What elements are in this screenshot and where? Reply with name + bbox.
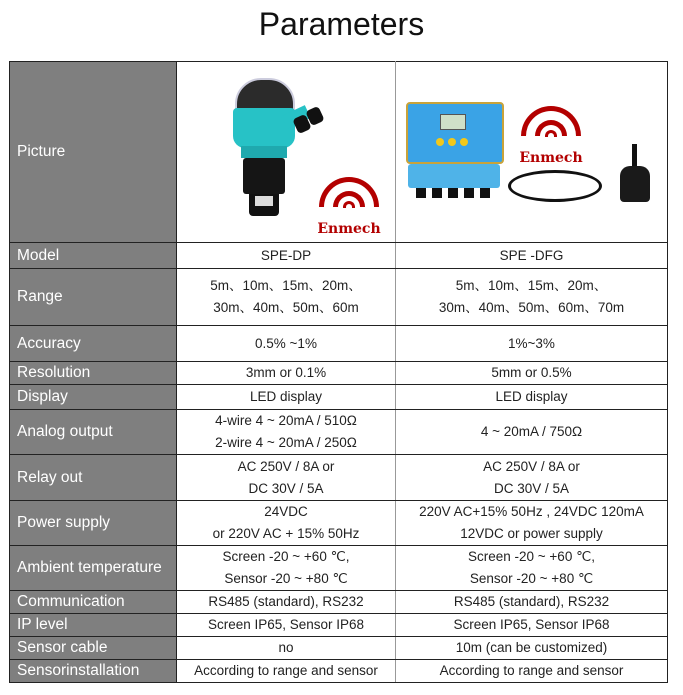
- value-line: Screen -20 ~ +60 ℃,: [222, 549, 350, 564]
- table-row-display: [10, 385, 668, 410]
- value-line: 3mm or 0.1%: [245, 365, 327, 380]
- value-line: AC 250V / 8A or: [483, 458, 580, 474]
- value-line: AC 250V / 8A or: [237, 458, 335, 474]
- value-line: DC 30V / 5A: [248, 480, 324, 496]
- value-line: SPE -DFG: [499, 247, 564, 263]
- value-line: 4 ~ 20mA / 750Ω: [480, 424, 583, 439]
- value-line: LED display: [249, 389, 323, 404]
- page-title: Parameters: [258, 6, 425, 42]
- value-line: 1%~3%: [508, 335, 555, 351]
- table-row-model: [10, 243, 668, 269]
- value-line: DC 30V / 5A: [493, 480, 570, 496]
- row-label: Relay out: [10, 455, 177, 501]
- brand-text: Enmech: [317, 221, 381, 237]
- value-line: LED display: [495, 389, 568, 404]
- value-spe-dp: [177, 501, 396, 546]
- value-spe-dp: [177, 637, 396, 660]
- value-line: 24VDC: [264, 504, 308, 519]
- value-spe-dp: [177, 614, 396, 637]
- value-line: Sensor -20 ~ +80 ℃: [224, 571, 348, 586]
- value-line: 10m (can be customized): [455, 640, 608, 655]
- value-line: RS485 (standard), RS232: [208, 594, 364, 609]
- picture-spe-dfg: [396, 62, 668, 243]
- value-spe-dp: [177, 269, 396, 326]
- value-spe-dfg: [396, 591, 668, 614]
- table-row-ip-level: [10, 614, 668, 637]
- brand-text: Enmech: [519, 150, 583, 166]
- row-label: Sensor cable: [10, 637, 177, 660]
- value-spe-dp: [177, 385, 396, 410]
- row-label: Ambient temperature: [10, 546, 177, 591]
- table-row-range: [10, 269, 668, 326]
- value-spe-dfg: [396, 546, 668, 591]
- value-spe-dfg: [396, 385, 668, 410]
- row-label: Accuracy: [10, 326, 177, 362]
- value-line: 30m、40m、50m、60m、70m: [438, 300, 625, 315]
- row-label: Communication: [10, 591, 177, 614]
- parameters-table: [9, 61, 668, 683]
- picture-spe-dp: [177, 62, 396, 243]
- value-line: 4-wire 4 ~ 20mA / 510Ω: [215, 413, 357, 428]
- table-row-relay-out: [10, 455, 668, 501]
- table-row-analog-output: [10, 410, 668, 455]
- table-row-communication: [10, 591, 668, 614]
- row-label: Picture: [10, 62, 177, 243]
- enmech-logo: [519, 106, 583, 166]
- table-row-power-supply: [10, 501, 668, 546]
- table-row-accuracy: [10, 326, 668, 362]
- value-line: 12VDC or power supply: [460, 526, 603, 541]
- probe-image: [620, 144, 650, 204]
- value-spe-dp: [177, 591, 396, 614]
- value-line: 5m、10m、15m、20m、: [210, 278, 362, 293]
- value-line: 5mm or 0.5%: [491, 365, 572, 380]
- value-line: Screen -20 ~ +60 ℃,: [468, 549, 595, 564]
- value-line: 220V AC+15% 50Hz , 24VDC 120mA: [419, 504, 644, 519]
- value-line: Screen IP65, Sensor IP68: [453, 617, 610, 632]
- value-spe-dfg: [396, 243, 668, 269]
- table-row-resolution: [10, 362, 668, 385]
- value-spe-dp: [177, 455, 396, 501]
- value-spe-dfg: [396, 269, 668, 326]
- value-spe-dp: [177, 660, 396, 683]
- value-line: or 220V AC + 15% 50Hz: [212, 526, 360, 541]
- value-line: 5m、10m、15m、20m、: [455, 278, 608, 293]
- table-row-sensor-cable: [10, 637, 668, 660]
- value-line: 0.5% ~1%: [255, 335, 317, 351]
- table-row-ambient-temperature: [10, 546, 668, 591]
- value-spe-dfg: [396, 410, 668, 455]
- value-spe-dfg: [396, 614, 668, 637]
- table-row-picture: [10, 62, 668, 243]
- cable-image: [508, 170, 602, 202]
- row-label: Display: [10, 385, 177, 410]
- value-line: RS485 (standard), RS232: [453, 594, 610, 609]
- value-line: no: [278, 640, 294, 655]
- value-spe-dfg: [396, 362, 668, 385]
- table-row-sensorinstallation: [10, 660, 668, 683]
- row-label: Resolution: [10, 362, 177, 385]
- value-spe-dp: [177, 546, 396, 591]
- value-line: According to range and sensor: [439, 663, 624, 678]
- value-line: Screen IP65, Sensor IP68: [207, 617, 365, 632]
- row-label: Model: [10, 243, 177, 269]
- row-label: Power supply: [10, 501, 177, 546]
- value-line: Sensor -20 ~ +80 ℃: [469, 571, 594, 586]
- value-line: SPE-DP: [260, 247, 312, 263]
- row-label: Sensorinstallation: [10, 660, 177, 683]
- row-label: Analog output: [10, 410, 177, 455]
- value-line: 2-wire 4 ~ 20mA / 250Ω: [215, 435, 357, 450]
- value-spe-dfg: [396, 455, 668, 501]
- row-label: IP level: [10, 614, 177, 637]
- enmech-logo: [317, 177, 381, 237]
- value-line: 30m、40m、50m、60m: [213, 300, 359, 315]
- controller-image: [406, 102, 502, 202]
- value-spe-dp: [177, 243, 396, 269]
- value-spe-dp: [177, 410, 396, 455]
- value-spe-dfg: [396, 326, 668, 362]
- value-line: According to range and sensor: [194, 663, 378, 678]
- value-spe-dfg: [396, 501, 668, 546]
- value-spe-dfg: [396, 660, 668, 683]
- value-spe-dp: [177, 326, 396, 362]
- sensor-image: [233, 78, 328, 218]
- value-spe-dfg: [396, 637, 668, 660]
- value-spe-dp: [177, 362, 396, 385]
- row-label: Range: [10, 269, 177, 326]
